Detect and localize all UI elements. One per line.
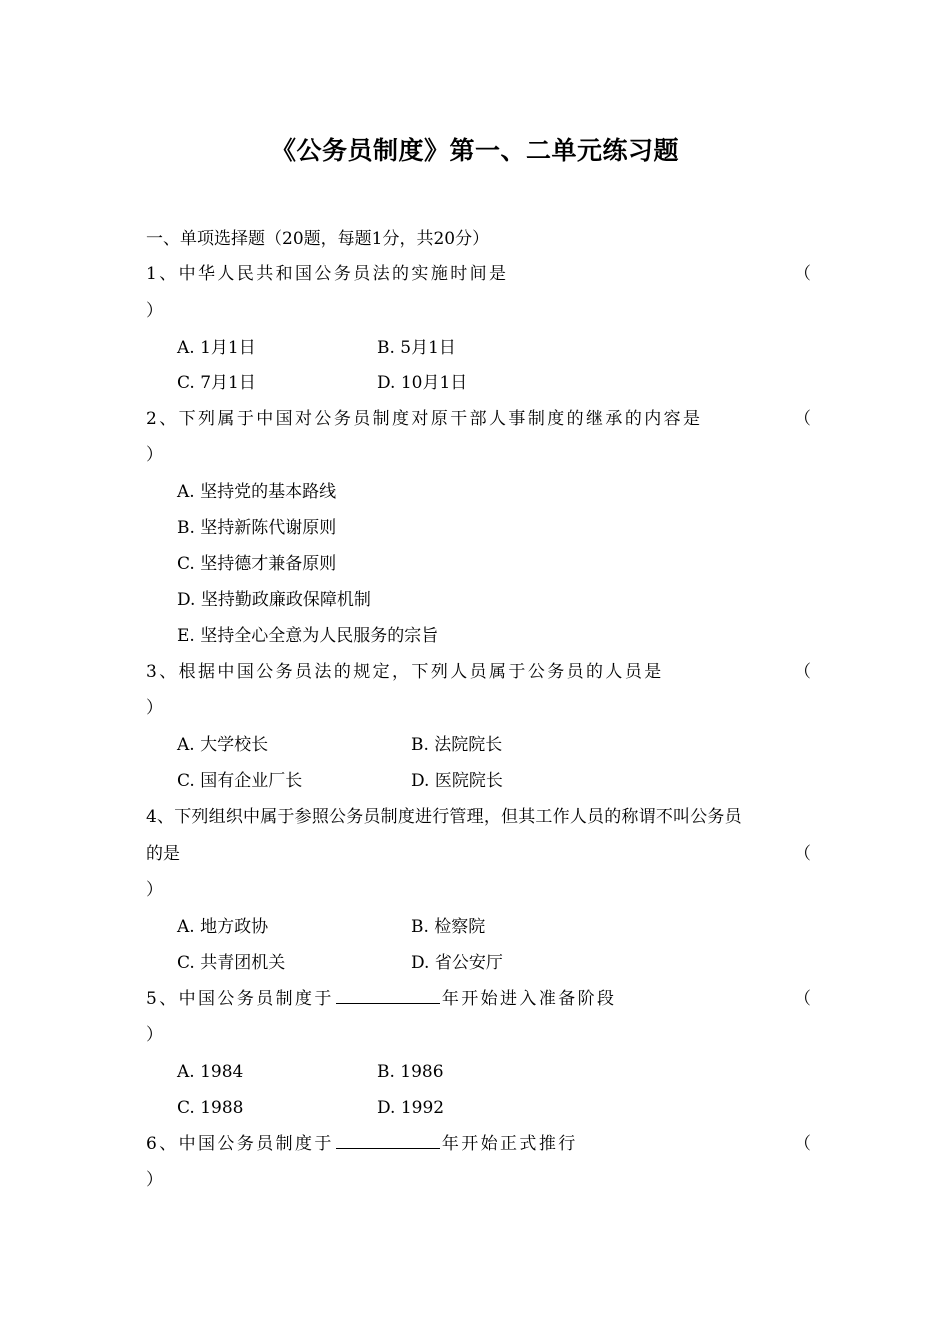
question-5-option-a: A. 1984 bbox=[177, 1062, 244, 1082]
question-6-stem-after: 年开始正式推行 bbox=[441, 1134, 578, 1154]
page-title: 《公务员制度》第一、二单元练习题 bbox=[270, 136, 679, 165]
question-1-paren-open: （ bbox=[794, 264, 811, 284]
question-6-paren-open: （ bbox=[794, 1134, 811, 1154]
question-3-option-a: A. 大学校长 bbox=[177, 735, 269, 755]
question-6-stem-before: 6、中国公务员制度于 bbox=[146, 1134, 334, 1154]
question-5-paren-close: ） bbox=[146, 1025, 163, 1045]
question-5-stem-before: 5、中国公务员制度于 bbox=[146, 989, 334, 1009]
question-3-option-b: B. 法院院长 bbox=[411, 735, 503, 755]
question-5-stem-after: 年开始进入准备阶段 bbox=[441, 989, 617, 1009]
question-4-paren-open: （ bbox=[794, 844, 811, 864]
question-4-option-c: C. 共青团机关 bbox=[177, 953, 286, 973]
question-2-option-d: D. 坚持勤政廉政保障机制 bbox=[177, 590, 371, 610]
question-4-option-b: B. 检察院 bbox=[411, 917, 486, 937]
question-5-paren-open: （ bbox=[794, 989, 811, 1009]
question-2-option-a: A. 坚持党的基本路线 bbox=[177, 482, 337, 502]
question-4-stem-line-2: 的是 bbox=[146, 844, 180, 864]
question-4-option-a: A. 地方政协 bbox=[177, 917, 269, 937]
question-2-paren-open: （ bbox=[794, 409, 811, 429]
question-3-paren-open: （ bbox=[794, 662, 811, 682]
question-5-option-b: B. 1986 bbox=[377, 1062, 444, 1082]
question-3-stem: 3、根据中国公务员法的规定，下列人员属于公务员的人员是 bbox=[146, 662, 664, 682]
question-1-option-b: B. 5月1日 bbox=[377, 338, 456, 358]
question-3-option-d: D. 医院院长 bbox=[411, 771, 503, 791]
question-2-option-b: B. 坚持新陈代谢原则 bbox=[177, 518, 337, 538]
question-3-paren-close: ） bbox=[146, 698, 163, 718]
question-3-option-c: C. 国有企业厂长 bbox=[177, 771, 303, 791]
question-2-option-e: E. 坚持全心全意为人民服务的宗旨 bbox=[177, 626, 439, 646]
question-5-stem bbox=[146, 987, 616, 1011]
question-1-stem: 1、中华人民共和国公务员法的实施时间是 bbox=[146, 264, 509, 284]
question-1-paren-close: ） bbox=[146, 301, 163, 321]
question-4-option-d: D. 省公安厅 bbox=[411, 953, 503, 973]
question-2-option-c: C. 坚持德才兼备原则 bbox=[177, 554, 337, 574]
question-4-stem-line-1: 4、下列组织中属于参照公务员制度进行管理，但其工作人员的称谓不叫公务员 bbox=[146, 807, 742, 827]
question-6-stem bbox=[146, 1132, 578, 1156]
question-1-option-d: D. 10月1日 bbox=[377, 373, 468, 393]
question-2-paren-close: ） bbox=[146, 445, 163, 465]
question-6-blank bbox=[336, 1132, 440, 1149]
question-5-blank bbox=[336, 987, 440, 1004]
question-1-option-a: A. 1月1日 bbox=[177, 338, 256, 358]
question-5-option-d: D. 1992 bbox=[377, 1098, 445, 1118]
question-4-paren-close: ） bbox=[146, 880, 163, 900]
section-heading: 一、单项选择题（20题，每题1分，共20分） bbox=[146, 229, 490, 249]
question-6-paren-close: ） bbox=[146, 1170, 163, 1190]
question-5-option-c: C. 1988 bbox=[177, 1098, 244, 1118]
question-2-stem: 2、下列属于中国对公务员制度对原干部人事制度的继承的内容是 bbox=[146, 409, 703, 429]
question-1-option-c: C. 7月1日 bbox=[177, 373, 256, 393]
